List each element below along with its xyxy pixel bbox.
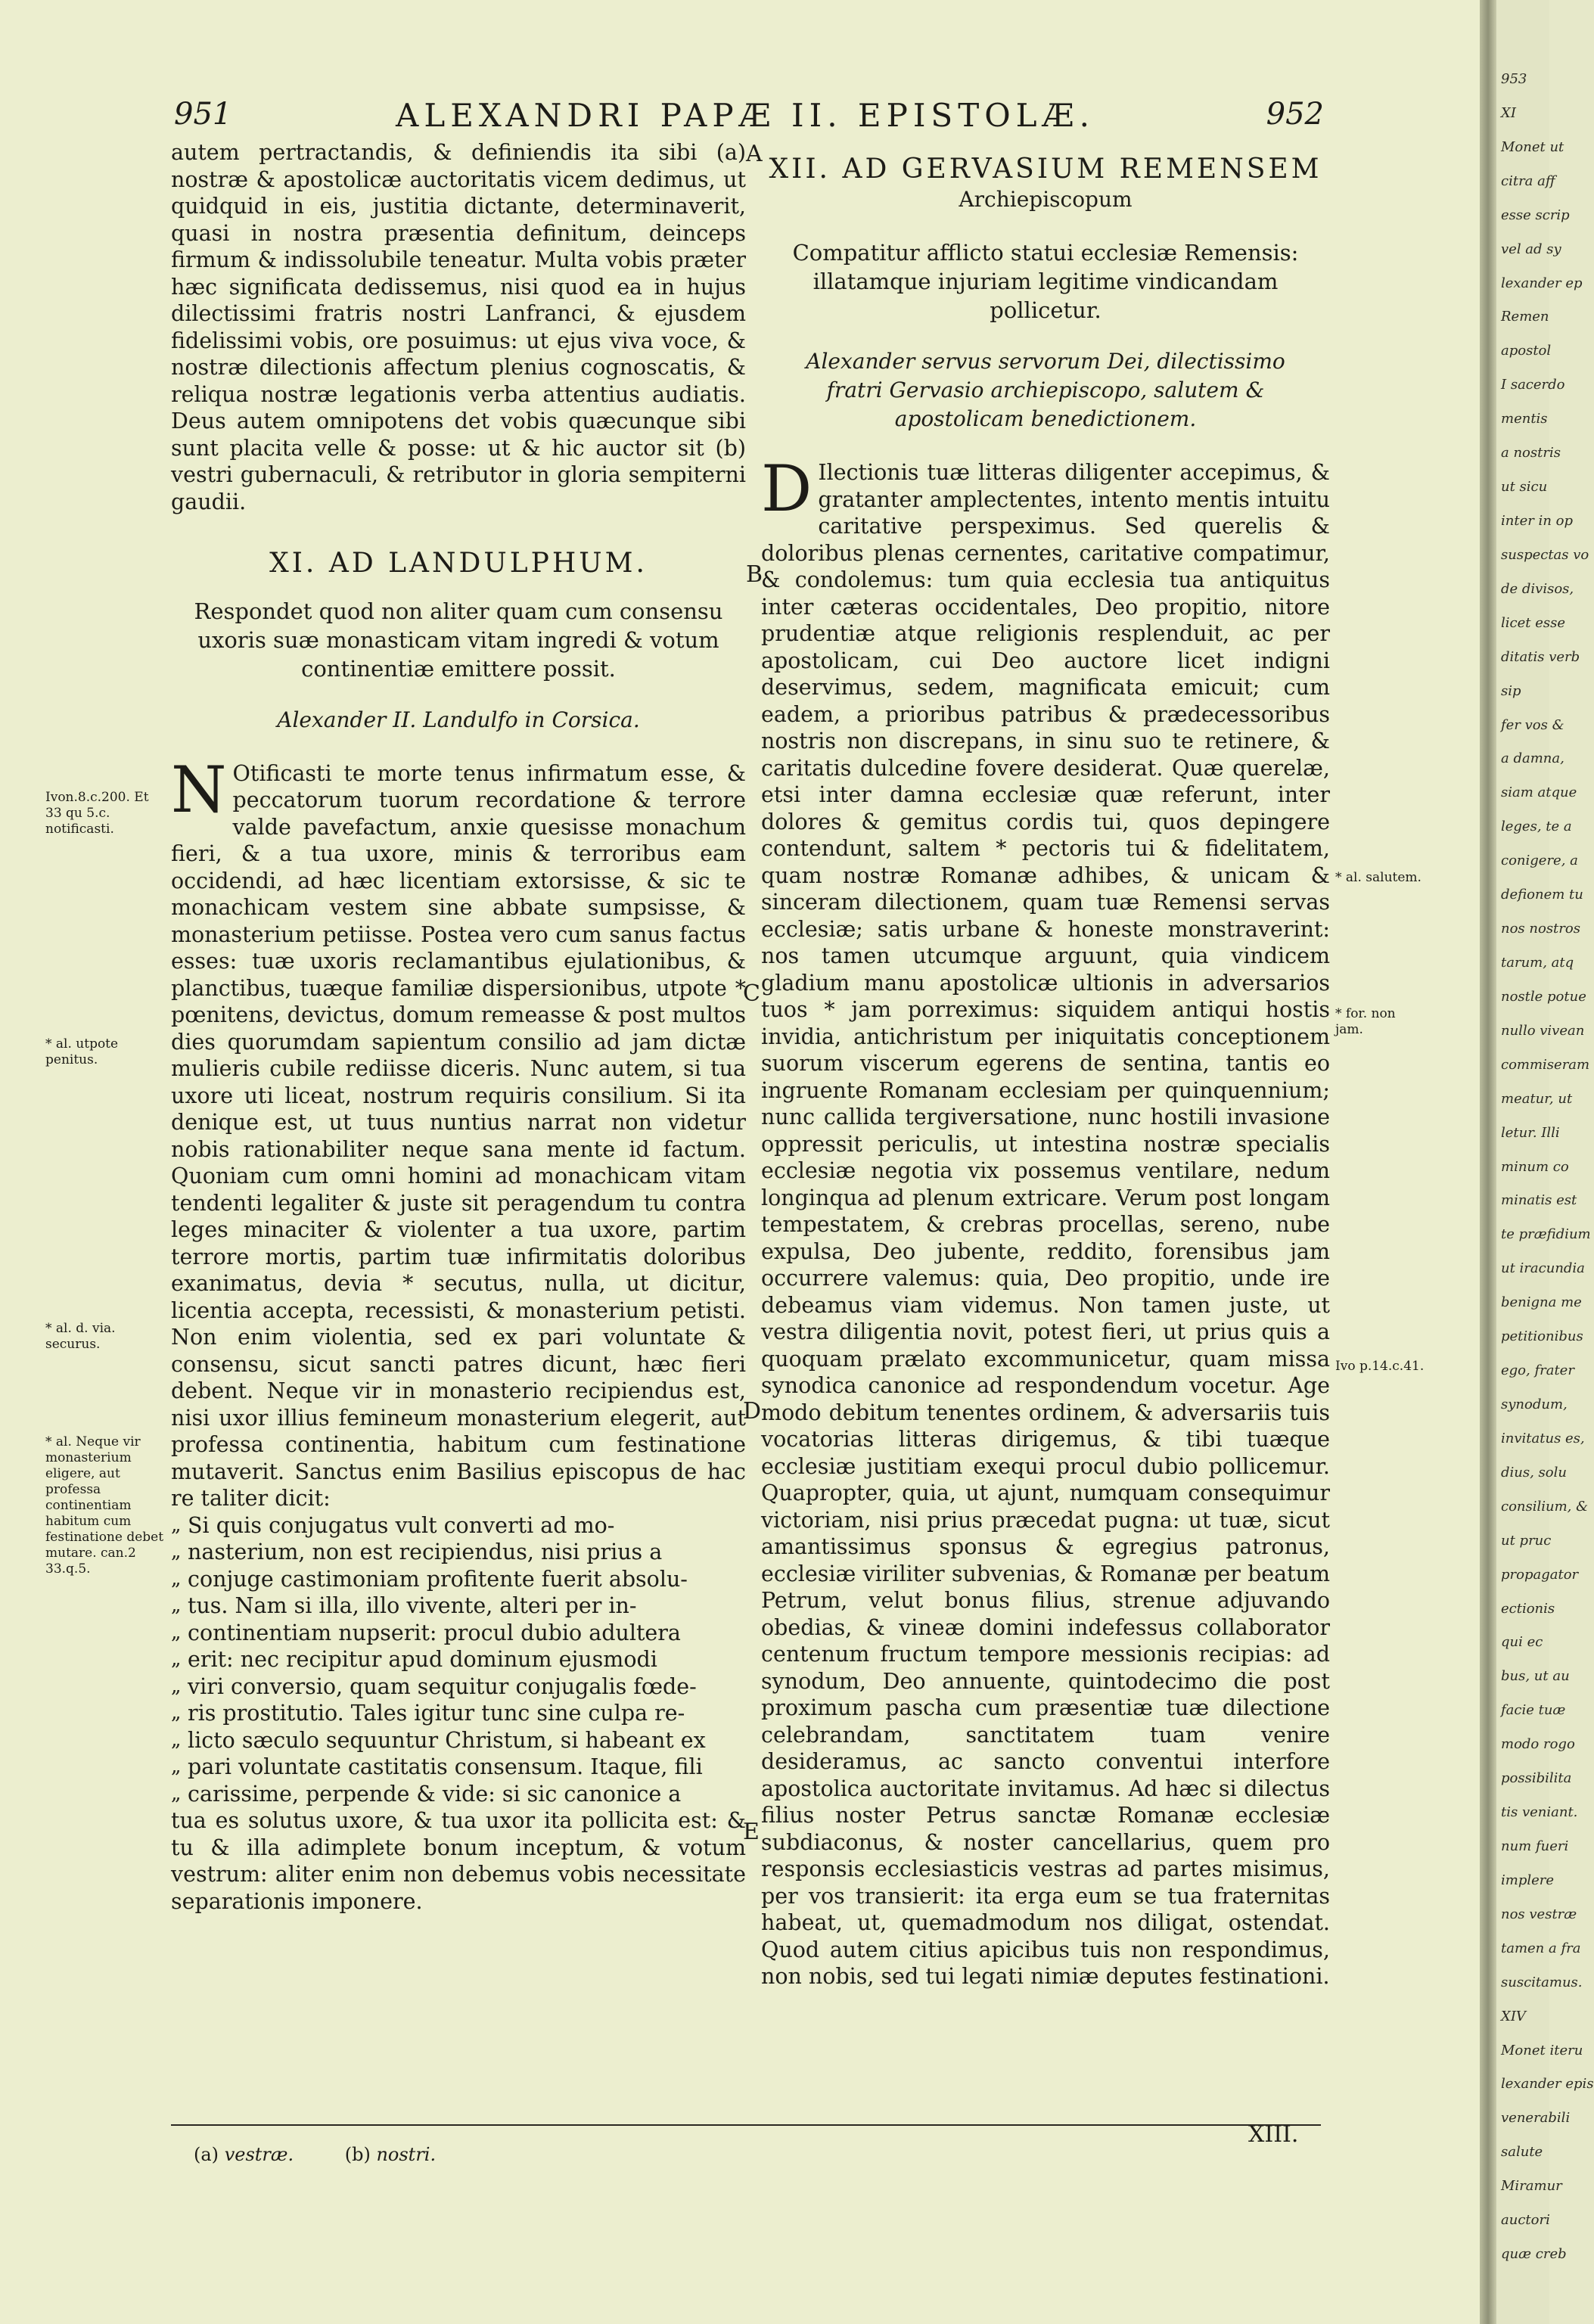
- next-page-fragment: petitionibus: [1501, 1328, 1583, 1345]
- margin-note-neque-vir: * al. Neque vir monasterium eligere, aut professa continentiam habitum cum festinatione debet mutare. can.2 33.q.5.: [45, 1434, 164, 1577]
- next-page-fragment: ut iracundia: [1501, 1260, 1585, 1277]
- section-mark-e: E: [743, 1819, 760, 1845]
- next-page-fragment: fer vos &: [1501, 716, 1564, 733]
- footnote-b: (b) nostri.: [344, 2144, 437, 2165]
- section-mark-d: D: [743, 1398, 762, 1425]
- next-page-fragment: nos vestræ: [1501, 1906, 1577, 1922]
- margin-note-via: * al. d. via. securus.: [45, 1321, 116, 1352]
- next-page-fragment: suscitamus.: [1501, 1974, 1583, 1990]
- footnote-a: (a) vestræ.: [194, 2144, 294, 2165]
- right-column: [761, 139, 1330, 2091]
- margin-note-non-jam: * for. non jam.: [1335, 1006, 1396, 1037]
- next-page-fragment: bus, ut au: [1501, 1668, 1570, 1685]
- margin-note-utpote: * al. utpote penitus.: [45, 1036, 119, 1067]
- letter-xii-body-text: Ilectionis tuæ litteras diligenter accepimus, & gratanter amplectentes, intento mentis intuitu caritative perspeximus. Sed querelis & doloribus plenas cernentes, caritative compatimur, & condolemus: tum quia ecclesia tua antiquitus inter cæteras occidentales, Deo propitio, nitore prudentiæ atque religionis resplenduit, ac per apostolicam, cui Deo auctore licet indigni deservimus, sedem, magnificata emicuit; cum eadem, a prioribus patribus & prædecessoribus nostris non discrepans, in sinu suo te retinere, & caritatis dulcedine fovere desiderat. Quæ querelæ, etsi inter damna ecclesiæ quæ referunt, inter dolores & gemitus cordis tui, quos depingere contendunt, saltem * pectoris tui & fidelitatem, quam nostræ Romanæ adhibes, & unicam & sinceram dilectionem, quam tuæ Remensi servas ecclesiæ; satis urbane & honeste monstraverint: nos tamen utcumque arguunt, quia vindicem gladium manu apostolicæ ultionis in adversarios tuos * jam porreximus: siquidem antiqui hostis invidia, antichristum per iniquitatis conceptionem suorum viscerum egerens de sentina, tantis eo ingruente Romanam ecclesiam per quinquennium; nunc callida tergiversatione, nunc hostili invasione oppressit periculis, ut intestina nostræ specialis ecclesiæ negotia vix possemus ventilare, nedum longinqua ad plenum extricare. Verum post longam tempestatem, & crebras procellas, sereno, nube expulsa, Deo jubente, reddito, forensibus jam occurrere valemus: quia, Deo propitio, unde ire debeamus viam videmus. Non tamen juste, ut vestra diligentia novit, potest fieri, ut prius quis a quoquam prælato excommunicetur, quam missa synodica canonice ad respondendum vocetur. Age modo debitum tenentes ordinem, & adversariis tuis vocatorias litteras dirigemus, & tibi tuæque ecclesiæ justitiam exequi procul dubio pollicemur. Quapropter, quia, ut ajunt, numquam consequimur victoriam, nisi prius præcedat pugna: ut tuæ, sicut amantissimus sponsus & egregius patronus, ecclesiæ viriliter subvenias, & Romanæ per beatum Petrum, velut bonus filius, strenue adjuvando obedias, & vineæ domini indefessus collaborator centenum fructum tempore messionis recipias: ad synodum, Deo annuente, quintodecimo die post proximum pascha cum præsentiæ tuæ dilectione celebrandam, sanctitatem tuam venire desideramus, ac sancto conventui interfore apostolica auctoritate invitamus. Ad hæc si dilectus filius noster Petrus sanctæ Romanæ ecclesiæ subdiaconus, & noster cancellarius, quem pro responsis ecclesiasticis vestras ad partes misimus, per vos transierit: ita erga eum se tua fraternitas habeat, ut, quemadmodum nos diligat, ostendat. Quod autem citius apicibus tuis non respondimus, non nobis, sed tui legati nimiæ deputes festinationi.: [761, 460, 1330, 1989]
- next-page-fragment: ut sicu: [1501, 479, 1548, 496]
- next-page-fragment: synodum,: [1501, 1397, 1568, 1412]
- quoted-line: „ pari voluntate castitatis consensum. Itaque, fili: [171, 1754, 746, 1781]
- next-page-fragment: sip: [1501, 682, 1521, 699]
- section-mark-c: C: [743, 980, 760, 1007]
- next-page-fragment: nullo vivean: [1501, 1022, 1585, 1039]
- next-page-fragment: leges, te a: [1501, 819, 1572, 835]
- section-mark-b: B: [746, 561, 763, 588]
- next-page-fragment: tis veniant.: [1501, 1804, 1578, 1821]
- next-page-fragment: inter in op: [1501, 513, 1573, 529]
- dropcap-d: D: [761, 452, 813, 526]
- next-page-fragment: apostol: [1501, 343, 1552, 359]
- next-page-fragment: Monet ut: [1501, 138, 1564, 155]
- margin-note-salutem: * al. salutem.: [1335, 870, 1422, 885]
- next-page-fragment: minum co: [1501, 1158, 1569, 1175]
- next-page-fragment: minatis est: [1501, 1192, 1577, 1209]
- letter-xii-body: [761, 452, 1330, 1990]
- next-page-fragment: tarum, atq: [1501, 955, 1574, 971]
- quoted-line: „ continentiam nupserit: procul dubio adultera: [171, 1620, 746, 1647]
- next-page-fragment: de divisos,: [1501, 580, 1574, 597]
- quoted-line: „ viri conversio, quam sequitur conjugalis fœde-: [171, 1673, 746, 1701]
- margin-note-ivon: Ivon.8.c.200. Et 33 qu 5.c. notificasti.: [45, 790, 149, 837]
- next-page-fragment: ego, frater: [1501, 1362, 1574, 1379]
- next-page-fragment: num fueri: [1501, 1838, 1569, 1854]
- letter-xi-closing: tua es solutus uxore, & tua uxor ita pollicita est: & tu & illa adimplete bonum inceptum, & votum vestrum: aliter enim non debemus vobis necessitate separationis imponere.: [171, 1808, 746, 1914]
- next-page-fragment: letur. Illi: [1501, 1124, 1560, 1141]
- next-page-fragment: lexander ep: [1501, 275, 1583, 291]
- next-page-fragment: salute: [1501, 2144, 1543, 2161]
- next-page-fragment: a nostris: [1501, 445, 1561, 461]
- next-page-fragment: Monet iteru: [1501, 2042, 1583, 2058]
- next-page-fragment: citra aff: [1501, 172, 1555, 189]
- letter-xii-salutation: Alexander servus servorum Dei, dilectissimo fratri Gervasio archiepiscopo, salutem & apostolicam benedictionem.: [806, 349, 1285, 431]
- next-page-fragment: siam atque: [1501, 785, 1577, 801]
- next-page-fragment: Miramur: [1501, 2178, 1562, 2195]
- next-page-fragment: tamen a fra: [1501, 1940, 1581, 1956]
- next-page-fragment: conigere, a: [1501, 853, 1578, 869]
- next-page-fragment: invitatus es,: [1501, 1430, 1585, 1446]
- next-page-fragment: dius, solu: [1501, 1464, 1567, 1480]
- next-page-fragment: vel ad sy: [1501, 241, 1561, 257]
- running-head: [166, 97, 1324, 142]
- letter-xi-heading: XI. AD LANDULPHUM.: [269, 548, 648, 579]
- letter-xi-summary: Respondet quod non aliter quam cum consensu uxoris suæ monasticam vitam ingredi & votum continentiæ emittere possit.: [194, 598, 723, 682]
- quoted-line: „ carissime, perpende & vide: si sic canonice a: [171, 1781, 746, 1808]
- next-page-fragment: possibilita: [1501, 1770, 1572, 1787]
- section-mark-a: A: [746, 141, 763, 167]
- quoted-line: „ ris prostitutio. Tales igitur tunc sine culpa re-: [171, 1700, 746, 1727]
- basil-quotation: [171, 1512, 746, 1808]
- book-gutter: [1480, 0, 1496, 2324]
- next-page-fragment: te præfidium: [1501, 1226, 1591, 1243]
- next-page-fragment: lexander epis: [1501, 2076, 1594, 2093]
- book-page-right-edge: [1496, 0, 1594, 2324]
- next-page-fragment: venerabili: [1501, 2110, 1571, 2127]
- letter-xi-body-text: Otificasti te morte tenus infirmatum esse, & peccatorum tuorum recordatione & terrore valde pavefactum, anxie quesisse monachum fieri, & a tua uxore, minis & terroribus eam occidendi, ad hæc licentiam extorsisse, & sic te monachicam vestem sine abbate sumpsisse, & monasterium petiisse. Postea vero cum sanus factus esses: tuæ uxoris reclamantibus ejulationibus, & planctibus, tuæque familiæ dispersionibus, utpote * pœnitens, devictus, domum remeasse & post multos dies quorumdam sapientum consilio ad jam dictæ mulieris cubile rediisse diceris. Nunc autem, si tua uxore uti liceat, nostrum requiris consilium. Si ita denique est, ut tuus nuntius narrat non videtur nobis rationabiliter neque sana mente id factum. Quoniam cum omni homini ad monachicam vitam tendenti legaliter & juste sit peragendum tu contra leges minaciter & violenter a tua uxore, partim terrore mortis, partim tuæ infirmitatis doloribus exanimatus, devia * secutus, nulla, ut dicitur, licentia accepta, recessisti, & monasterium petisti. Non enim violentia, sed ex pari voluntate & consensu, sicut sancti patres dicunt, hæc fieri debent. Neque vir in monasterio recipiendus est, nisi uxor illius femineum monasterium elegerit, aut professa continentia, habitum cum festinatione mutaverit. Sanctus enim Basilius episcopus de hac re taliter dicit:: [171, 760, 746, 1511]
- next-page-fragment: Remen: [1501, 309, 1549, 325]
- quoted-line: „ tus. Nam si illa, illo vivente, alteri per in-: [171, 1592, 746, 1620]
- next-page-fragment: nostle potue: [1501, 988, 1586, 1005]
- next-page-fragment: propagator: [1501, 1566, 1579, 1583]
- quoted-line: „ licto sæculo sequuntur Christum, si habeant ex: [171, 1727, 746, 1754]
- next-page-fragment: a damna,: [1501, 750, 1564, 767]
- next-page-fragment: meatur, ut: [1501, 1090, 1573, 1107]
- next-page-fragment: ectionis: [1501, 1600, 1555, 1617]
- next-page-fragment: esse scrip: [1501, 207, 1570, 223]
- next-page-fragment: ut pruc: [1501, 1532, 1552, 1549]
- next-page-fragment: facie tuæ: [1501, 1702, 1566, 1719]
- next-page-fragment: XI: [1501, 104, 1516, 121]
- next-page-fragment: mentis: [1501, 411, 1548, 427]
- next-page-fragment: qui ec: [1501, 1634, 1543, 1651]
- footnotes: [194, 2144, 481, 2165]
- next-page-fragment: nos nostros: [1501, 921, 1580, 937]
- next-page-fragment: quæ creb: [1501, 2246, 1567, 2263]
- quoted-line: „ conjuge castimoniam profitente fuerit absolu-: [171, 1566, 746, 1593]
- letter-xi-body: [171, 752, 746, 1512]
- next-page-fragment: auctori: [1501, 2212, 1550, 2229]
- page-number-left: 951: [174, 97, 232, 132]
- intro-paragraph: autem pertractandis, & definiendis ita sibi (a) nostræ & apostolicæ auctoritatis vicem dedimus, ut quidquid in eis, justitia dictante, determinaverit, quasi in nostra præsentia definitum, deinceps firmum & indissolubile teneatur. Multa vobis præter hæc significata dedissemus, nisi quod ea in hujus dilectissimi fratris nostri Lanfranci, & ejusdem fidelissimi vobis, ore posuimus: ut ejus viva voce, & nostræ dilectionis affectum plenius cognoscatis, & reliqua nostræ legationis verba attentius audiatis. Deus autem omnipotens det vobis quæcunque sibi sunt placita velle & posse: ut & hic auctor sit (b) vestri gubernaculi, & retributor in gloria sempiterni gaudii.: [171, 140, 746, 514]
- next-page-fragment: 953: [1501, 71, 1527, 87]
- margin-note-ivo: Ivo p.14.c.41.: [1335, 1359, 1425, 1374]
- next-page-fragment: modo rogo: [1501, 1736, 1575, 1753]
- catchword: XIII.: [1248, 2121, 1299, 2148]
- dropcap-n: N: [171, 752, 227, 827]
- footnote-rule: [171, 2124, 1321, 2126]
- letter-xii-summary: Compatitur afflicto statui ecclesiæ Remensis: illatamque injuriam legitime vindicandam pollicetur.: [792, 240, 1299, 323]
- letter-xi-salutation: Alexander II. Landulfo in Corsica.: [277, 707, 640, 732]
- quoted-line: „ erit: nec recipitur apud dominum ejusmodi: [171, 1646, 746, 1673]
- letter-xii-heading: XII. AD GERVASIUM REMENSEM: [769, 154, 1322, 185]
- next-page-fragment: suspectas vo: [1501, 546, 1589, 563]
- letter-xii-subheading: Archiepiscopum: [959, 186, 1133, 212]
- next-page-fragment: ditatis verb: [1501, 648, 1580, 665]
- left-column: [171, 139, 746, 2091]
- next-page-fragment: consilium, &: [1501, 1498, 1589, 1515]
- next-page-fragment: commiseram: [1501, 1056, 1590, 1073]
- next-page-fragment: defionem tu: [1501, 887, 1583, 903]
- next-page-fragment: implere: [1501, 1872, 1555, 1888]
- next-page-fragment: licet esse: [1501, 614, 1565, 631]
- next-page-fragment: XIV: [1501, 2008, 1526, 2024]
- next-page-fragment: benigna me: [1501, 1294, 1582, 1311]
- running-title: ALEXANDRI PAPÆ II. EPISTOLÆ.: [396, 97, 1095, 134]
- quoted-line: „ Si quis conjugatus vult converti ad mo-: [171, 1512, 746, 1539]
- next-page-fragment: I sacerdo: [1501, 377, 1565, 393]
- quoted-line: „ nasterium, non est recipiendus, nisi prius a: [171, 1539, 746, 1566]
- page-number-right: 952: [1266, 97, 1324, 132]
